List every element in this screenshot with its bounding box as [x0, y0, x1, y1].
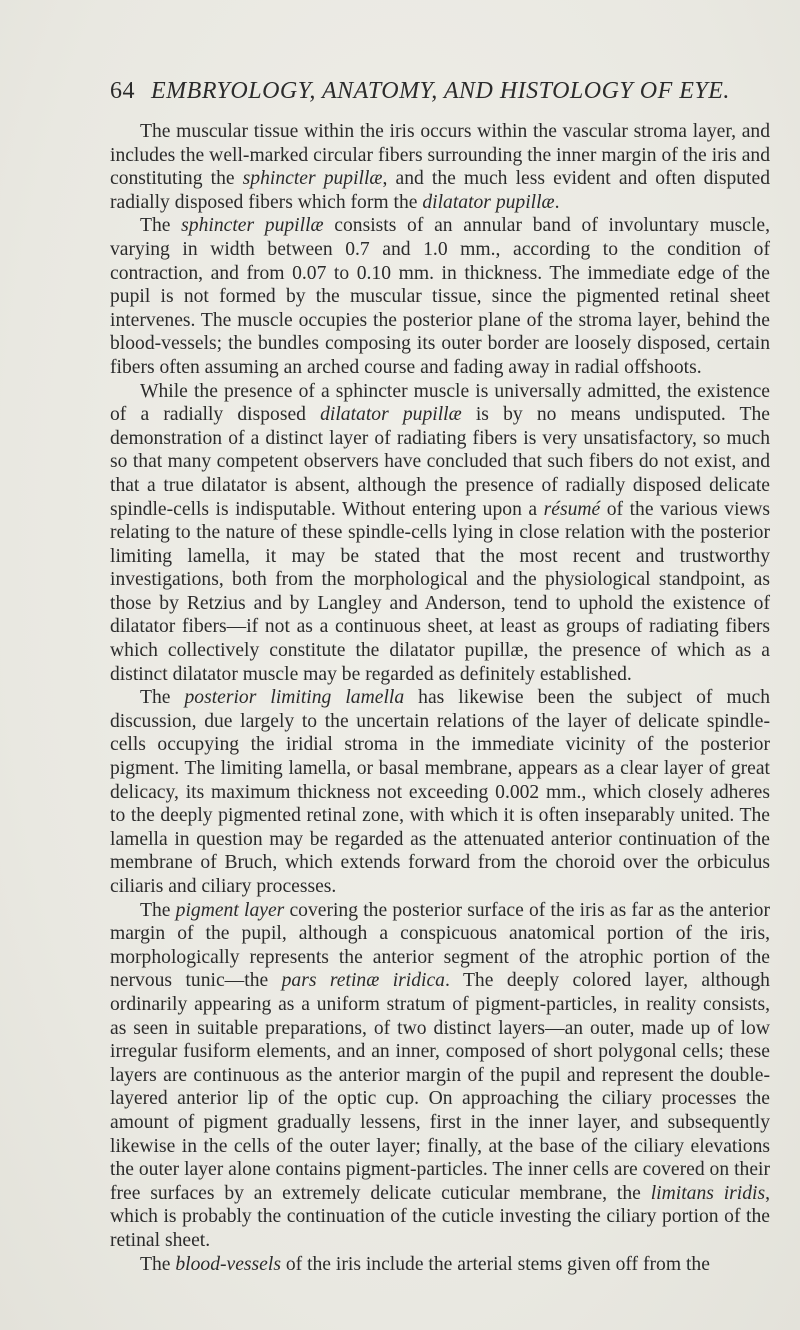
paragraph-pigment-layer: The pigment layer covering the posterior surface of the iris as far as the anterior margin of the pupil, although a conspicuous anatomical portion of the iris, morphologically represents the anterior segment of the atrophic portion of the nervous tunic—the pars retinæ iridica. The deeply colored layer, although ordinarily appearing as a uniform stratum of pigment-particles, in reality consists, as seen in suitable preparations, of two distinct layers—an outer, made up of low irregular fusiform elements, and an inner, composed of short polygonal cells; these layers are continuous as the anterior margin of the pupil and represent the double-layered anterior lip of the optic cup. On approaching the ciliary processes the amount of pigment gradually lessens, first in the inner layer, and subsequently likewise in the cells of the outer layer; finally, at the base of the ciliary elevations the outer layer alone contains pigment-particles. The inner cells are covered on their free surfaces by an extremely delicate cuticular membrane, the limitans iridis, which is probably the continuation of the cuticle investing the ciliary portion of the retinal sheet.	[110, 899, 771, 1251]
paragraph-blood-vessels: The blood-vessels of the iris include the arterial stems given off from the	[140, 1253, 710, 1275]
paragraph-dilatator: While the presence of a sphincter muscle is universally admitted, the existence of a radially disposed dilatator pupillæ is by no means undisputed. The demonstration of a distinct layer of radiating fibers is very unsatisfactory, so much so that many competent observers have concluded that such fibers do not exist, and that a true dilatator is absent, although the presence of radially disposed delicate spindle-cells is indisputable. Without entering upon a résumé of the various views relating to the nature of these spindle-cells lying in close relation with the posterior limiting lamella, it may be stated that the most recent and trustworthy investigations, both from the morphological and the physiological standpoint, as those by Retzius and by Langley and Anderson, tend to uphold the existence of dilatator fibers—if not as a continuous sheet, at least as groups of radiating fibers which collectively constitute the dilatator pupillæ, the presence of which as a distinct dilatator muscle may be regarded as definitely established.	[110, 380, 770, 685]
body-text	[110, 120, 770, 1276]
paragraph-sphincter: The sphincter pupillæ consists of an annular band of involuntary muscle, varying in width between 0.7 and 1.0 mm., according to the condition of contraction, and from 0.07 to 0.10 mm. in thickness. The immediate edge of the pupil is not formed by the muscular tissue, since the pigmented retinal sheet intervenes. The muscle occupies the posterior plane of the stroma layer, behind the blood-vessels; the bundles composing its outer border are loosely disposed, certain fibers often assuming an arched course and fading away in radial offshoots.	[110, 215, 770, 378]
page-number: 64	[110, 78, 135, 104]
running-head	[110, 78, 770, 105]
paragraph-limiting-lamella: The posterior limiting lamella has likewise been the subject of much discussion, due largely to the uncertain relations of the layer of delicate spindle-cells occupying the iridial stroma in the immediate vicinity of the posterior pigment. The limiting lamella, or basal membrane, appears as a clear layer of great delicacy, its maximum thickness not exceeding 0.002 mm., which closely adheres to the deeply pigmented retinal zone, with which it is often inseparably united. The lamella in question may be regarded as the attenuated anterior continuation of the membrane of Bruch, which extends forward from the choroid over the orbiculus ciliaris and ciliary processes.	[110, 687, 770, 897]
running-title: EMBRYOLOGY, ANATOMY, AND HISTOLOGY OF EYE.	[151, 78, 730, 104]
paragraph-muscular-tissue: The muscular tissue within the iris occurs within the vascular stroma layer, and includes the well-marked circular fibers surrounding the inner margin of the iris and constituting the sphincter pupillæ, and the much less evident and often disputed radially disposed fibers which form the dilatator pupillæ.	[110, 121, 770, 213]
